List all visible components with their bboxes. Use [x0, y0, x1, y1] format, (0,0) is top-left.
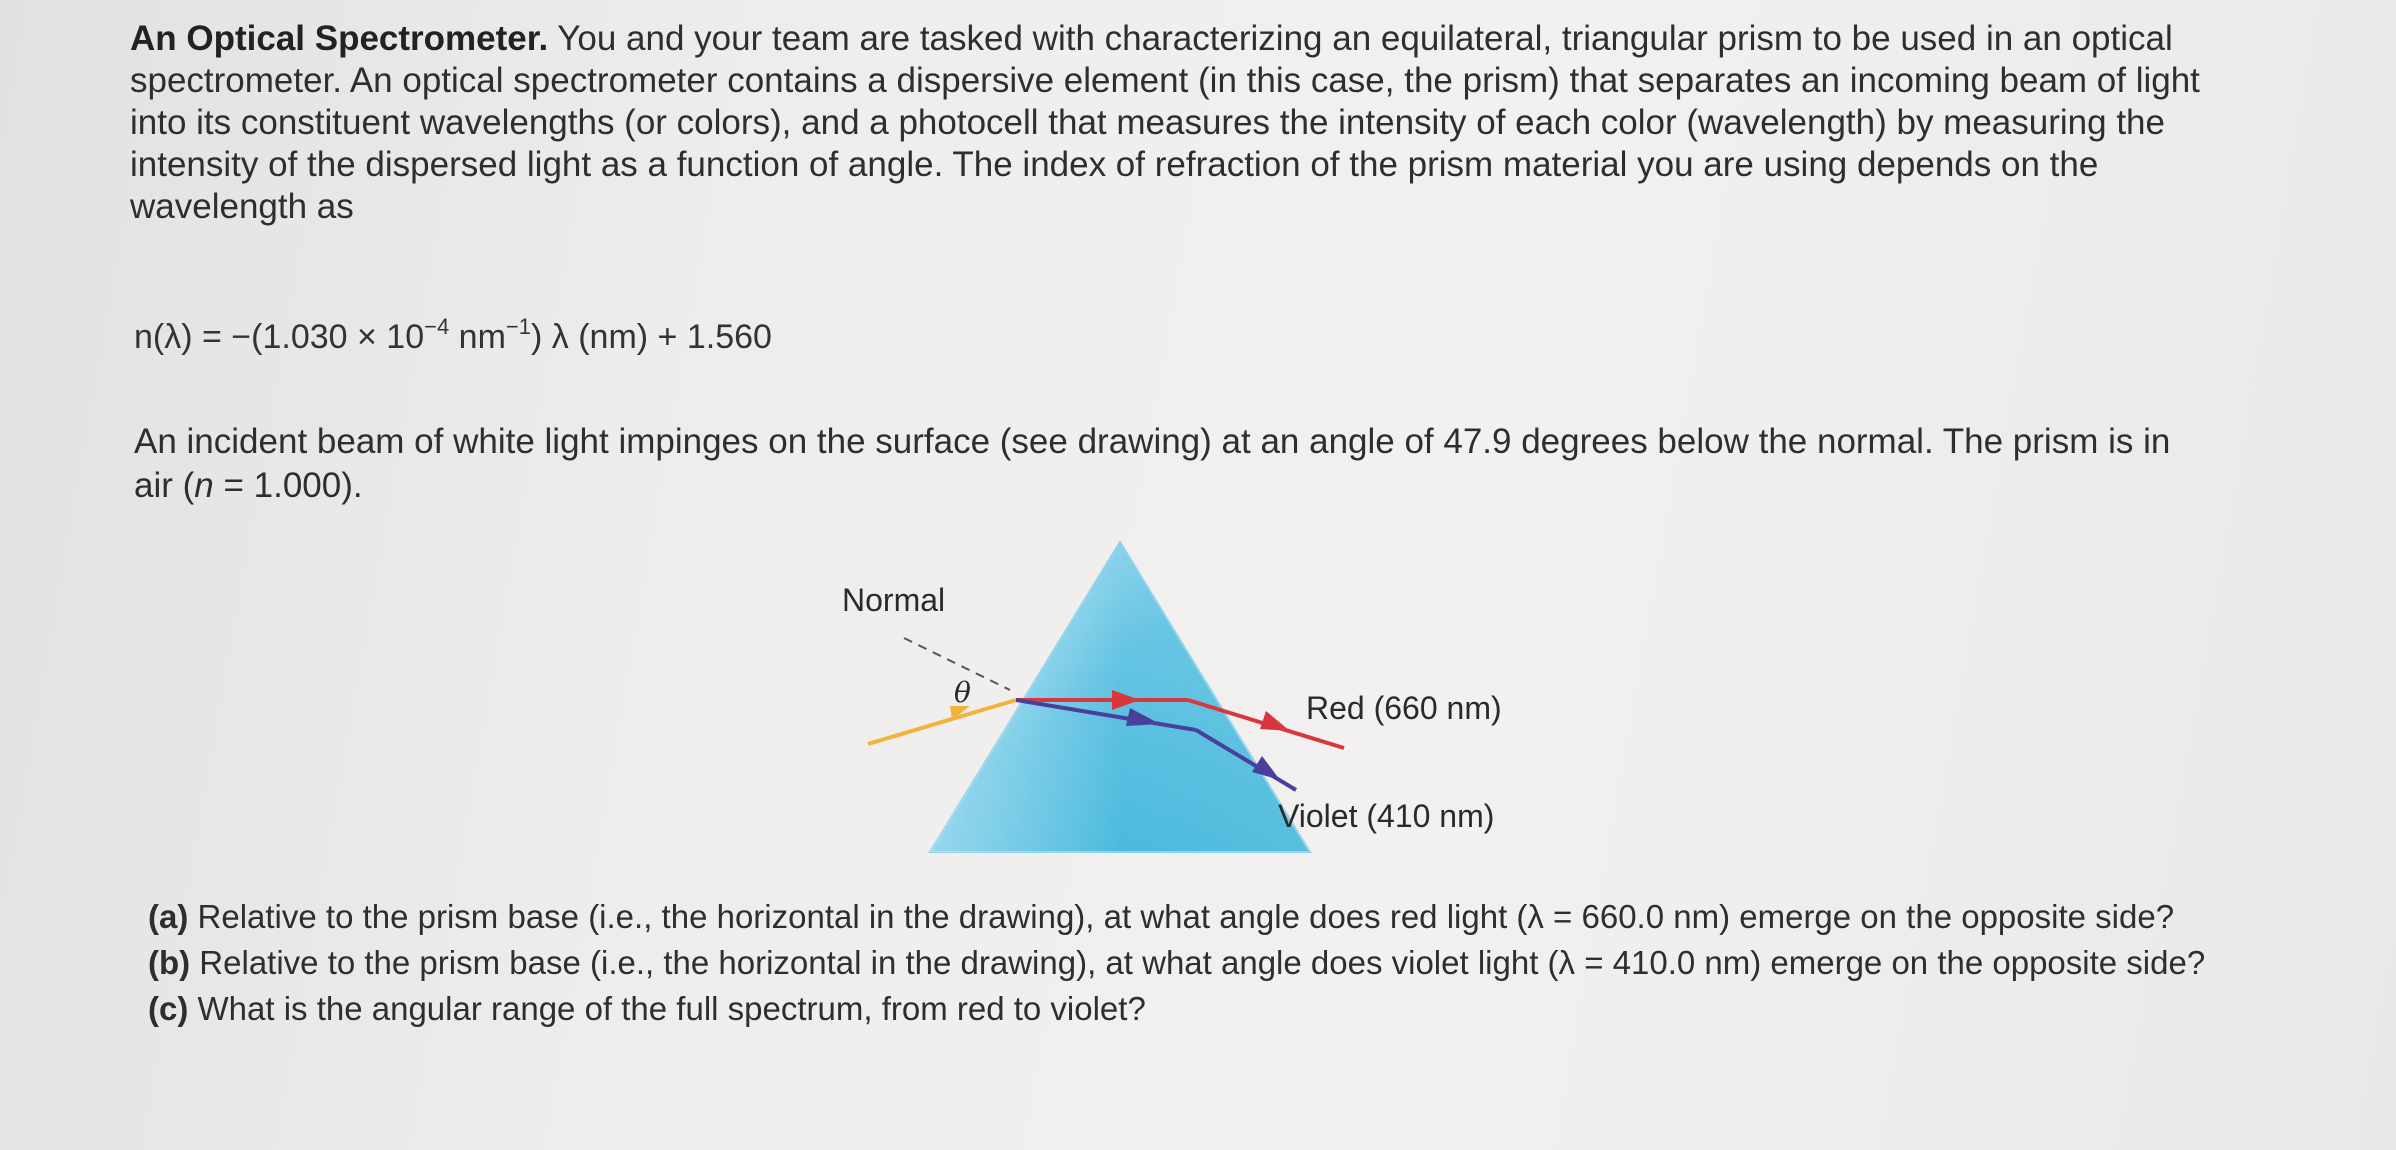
- formula-mid: nm: [449, 318, 506, 356]
- problem-title: An Optical Spectrometer.: [130, 19, 549, 58]
- n-value: = 1.000).: [213, 466, 363, 505]
- question-c: [148, 986, 2208, 1032]
- question-c-text: What is the angular range of the full spectrum, from red to violet?: [188, 990, 1146, 1027]
- question-b-label: (b): [148, 944, 191, 981]
- question-list: [148, 894, 2208, 1032]
- formula-rhs: ) λ (nm) + 1.560: [531, 318, 772, 356]
- prism-figure: [820, 530, 1560, 870]
- question-a: [148, 894, 2208, 940]
- formula-lhs: n(λ) = −(1.030 × 10: [134, 318, 425, 356]
- question-a-label: (a): [148, 898, 189, 935]
- question-a-text: Relative to the prism base (i.e., the horizontal in the drawing), at what angle does red light (λ = 660.0 nm) emerge on the opposite side?: [188, 898, 2175, 935]
- intro-body: You and your team are tasked with characterizing an equilateral, triangular prism to be used in an optical spectrometer. An optical spectrometer contains a dispersive element (in this case, the prism) that separates an incoming beam of light into its constituent wavelengths (or colors), and a photocell that measures the intensity of each color (wavelength) by measuring the intensity of the dispersed light as a function of angle. The index of refraction of the prism material you are using depends on the wavelength as: [130, 19, 2200, 226]
- violet-wavelength-label: Violet (410 nm): [1278, 798, 1495, 834]
- index-formula: [134, 314, 772, 357]
- incident-paragraph: [134, 420, 2214, 508]
- incident-ray: [868, 700, 1016, 744]
- question-c-label: (c): [148, 990, 189, 1027]
- formula-exponent-1: −4: [424, 314, 450, 339]
- question-b-text: Relative to the prism base (i.e., the horizontal in the drawing), at what angle does violet light (λ = 410.0 nm) emerge on the opposite side?: [190, 944, 2206, 981]
- incident-text: An incident beam of white light impinges on the surface (see drawing) at an angle of 47.9 degrees below the normal. The prism is in air (: [134, 422, 2171, 505]
- red-arrowhead-outside: [1260, 711, 1290, 731]
- normal-label: Normal: [842, 582, 946, 618]
- theta-label: θ: [954, 676, 971, 709]
- formula-exponent-2: −1: [505, 314, 532, 339]
- n-symbol: n: [194, 466, 214, 505]
- red-wavelength-label: Red (660 nm): [1306, 690, 1502, 726]
- question-b: [148, 940, 2208, 986]
- intro-paragraph: [130, 18, 2220, 228]
